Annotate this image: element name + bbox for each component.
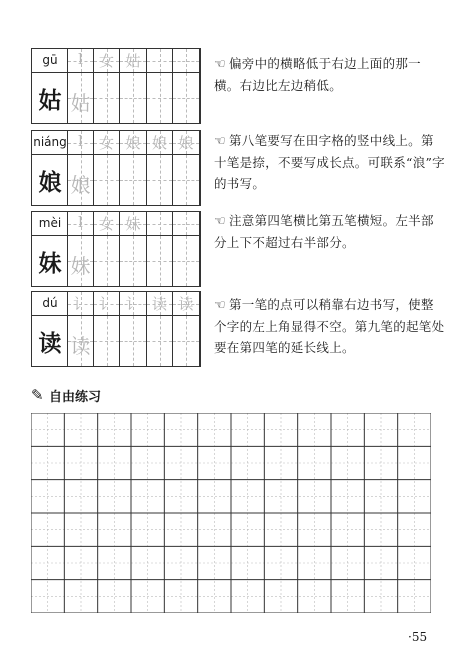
stroke-order-cell [68, 131, 94, 155]
pinyin: niáng [33, 135, 67, 149]
tracing-cell [94, 316, 120, 366]
stroke-order-cell [120, 131, 147, 155]
trace-character: 姑 [70, 91, 91, 115]
trace-character: 娘 [70, 173, 91, 197]
tracing-cell [94, 73, 120, 123]
trace-character: l [78, 213, 83, 231]
trace-character: 读 [70, 334, 91, 358]
writing-tip [214, 53, 446, 96]
trace-character: 女 [98, 134, 114, 152]
pinyin-cell [32, 49, 68, 73]
writing-tip [214, 210, 446, 253]
trace-character: 读 [178, 295, 194, 313]
trace-character: 娘 [125, 134, 141, 152]
tracing-cell [68, 73, 94, 123]
model-character: 姑 [38, 87, 62, 114]
trace-character: 讠 [98, 295, 114, 313]
character-cell [32, 316, 68, 366]
pointing-hand-icon: ☜ [214, 214, 226, 229]
tracing-cell [173, 155, 200, 205]
tracing-cell [68, 316, 94, 366]
stroke-order-cell [68, 292, 94, 316]
tracing-cell [120, 155, 147, 205]
tracing-cell [173, 316, 200, 366]
pointing-hand-icon: ☜ [214, 57, 226, 72]
trace-character: 读 [151, 295, 167, 313]
stroke-order-cell [173, 49, 200, 73]
trace-character: l [78, 132, 83, 150]
pinyin: mèi [38, 216, 62, 230]
tip-text: 第八笔要写在田字格的竖中线上。第十笔是捺，不要写成长点。可联系“浪”字的书写。 [214, 133, 445, 191]
trace-character: 妹 [70, 254, 91, 278]
trace-character: 娘 [151, 134, 167, 152]
tracing-cell [147, 155, 173, 205]
tip-text: 偏旁中的横略低于右边上面的那一横。右边比左边稍低。 [214, 56, 421, 93]
pinyin: gū [42, 53, 58, 67]
trace-character: l [78, 50, 83, 68]
stroke-order-cell [147, 212, 173, 236]
trace-character: 娘 [178, 134, 194, 152]
stroke-order-cell [173, 212, 200, 236]
character-cell [32, 73, 68, 123]
stroke-order-cell [173, 292, 200, 316]
tracing-cell [68, 236, 94, 286]
section-title: 自由练习 [49, 390, 102, 405]
stroke-order-cell [94, 292, 120, 316]
trace-character: 妹 [125, 215, 141, 233]
char-block-1 [31, 130, 201, 206]
stroke-order-cell [120, 292, 147, 316]
trace-character: 女 [98, 52, 114, 70]
tracing-cell [120, 236, 147, 286]
char-block-3 [31, 291, 201, 367]
stroke-order-cell [147, 131, 173, 155]
page-number: ·55 [408, 630, 428, 644]
stroke-order-cell [68, 49, 94, 73]
trace-character: 讠 [72, 295, 88, 313]
tracing-cell [147, 73, 173, 123]
pencil-icon: ✎ [31, 386, 44, 404]
pinyin-cell [32, 131, 68, 155]
tracing-cell [173, 73, 200, 123]
stroke-order-cell [147, 49, 173, 73]
tracing-cell [120, 316, 147, 366]
stroke-order-cell [120, 49, 147, 73]
char-block-0 [31, 48, 201, 124]
tracing-cell [94, 155, 120, 205]
stroke-order-cell [94, 131, 120, 155]
tracing-cell [173, 236, 200, 286]
character-cell [32, 236, 68, 286]
pointing-hand-icon: ☜ [214, 298, 226, 313]
tip-text: 注意第四笔横比第五笔横短。左半部分上下不超过右半部分。 [214, 213, 434, 250]
model-character: 妹 [38, 250, 62, 277]
tracing-cell [94, 236, 120, 286]
pinyin: dú [42, 296, 58, 310]
writing-tip [214, 130, 446, 194]
stroke-order-cell [94, 49, 120, 73]
tracing-cell [68, 155, 94, 205]
pinyin-cell [32, 212, 68, 236]
pinyin-cell [32, 292, 68, 316]
model-character: 娘 [38, 169, 62, 196]
char-block-2 [31, 211, 201, 287]
tracing-cell [120, 73, 147, 123]
stroke-order-cell [68, 212, 94, 236]
model-character: 读 [38, 330, 62, 357]
tracing-cell [147, 236, 173, 286]
trace-character: 姑 [125, 52, 141, 70]
trace-character: 讠 [125, 295, 141, 313]
trace-character: 女 [98, 215, 114, 233]
character-cell [32, 155, 68, 205]
stroke-order-cell [120, 212, 147, 236]
stroke-order-cell [173, 131, 200, 155]
stroke-order-cell [94, 212, 120, 236]
tracing-cell [147, 316, 173, 366]
practice-grid [31, 413, 431, 613]
stroke-order-cell [147, 292, 173, 316]
writing-tip [214, 294, 446, 358]
pointing-hand-icon: ☜ [214, 134, 226, 149]
tip-text: 第一笔的点可以稍靠右边书写，使整个字的左上角显得不空。第九笔的起笔处要在第四笔的延长线上。 [214, 297, 445, 355]
